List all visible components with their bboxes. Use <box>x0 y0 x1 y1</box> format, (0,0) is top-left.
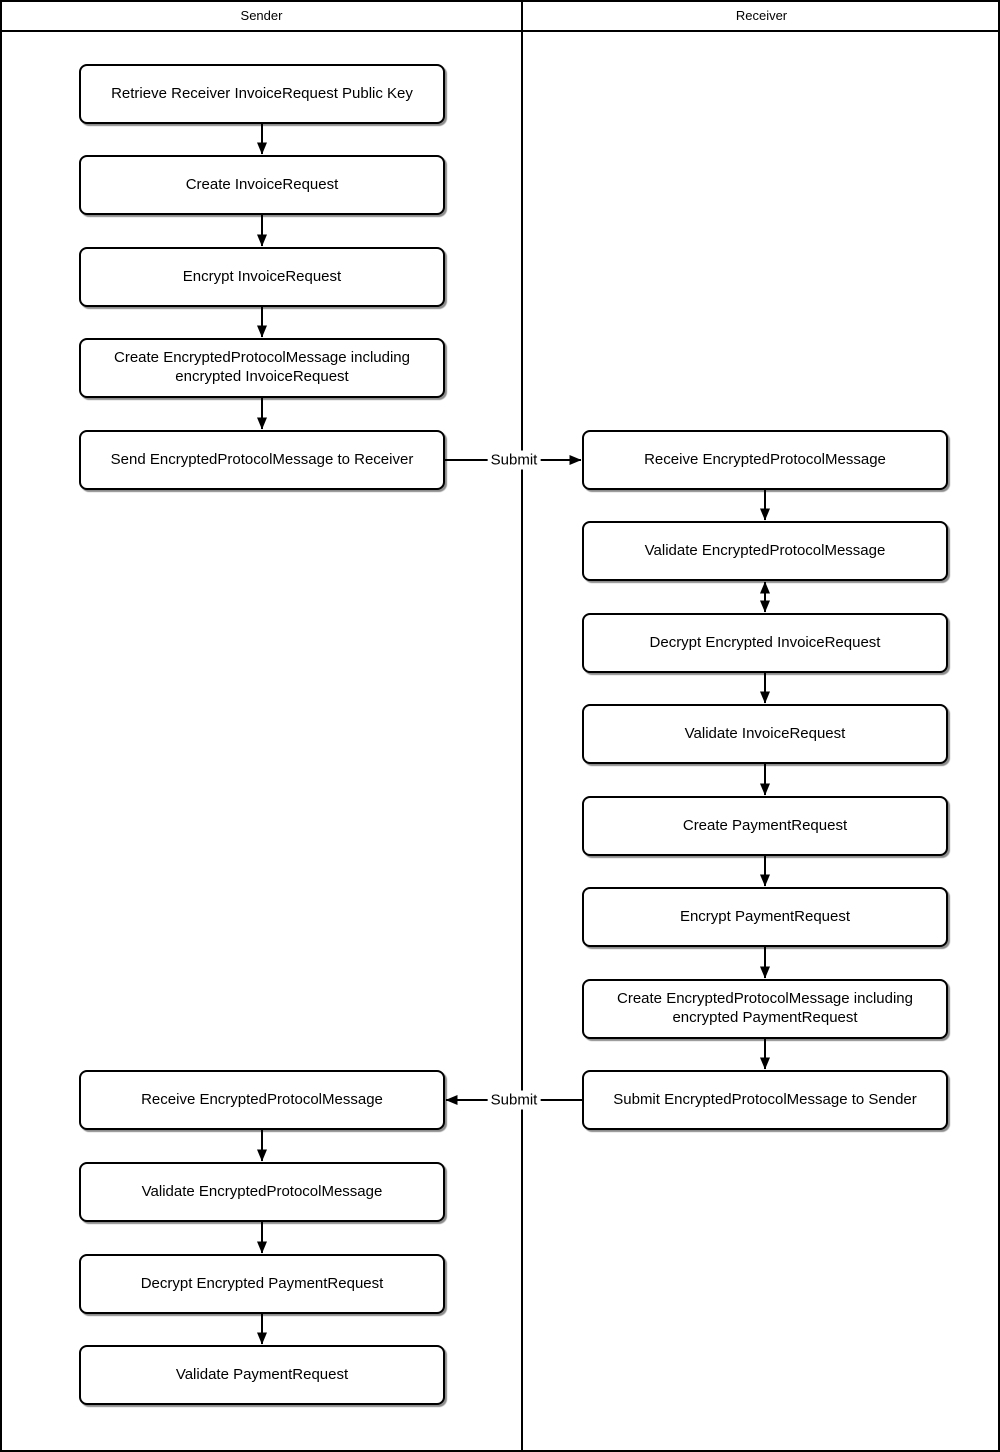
node-create-invoicerequest: Create InvoiceRequest <box>79 155 445 215</box>
lane-header-receiver: Receiver <box>735 8 788 23</box>
edge-label-submit-to-receiver: Submit <box>488 451 541 470</box>
node-send-encryptedprotocolmessage: Send EncryptedProtocolMessage to Receiver <box>79 430 445 490</box>
node-validate-paymentrequest: Validate PaymentRequest <box>79 1345 445 1405</box>
lane-header-sender: Sender <box>240 8 283 23</box>
node-create-encryptedprotocolmessage-paymentrequest: Create EncryptedProtocolMessage including encrypted PaymentRequest <box>582 979 948 1039</box>
node-validate-invoicerequest: Validate InvoiceRequest <box>582 704 948 764</box>
node-retrieve-receiver-public-key: Retrieve Receiver InvoiceRequest Public Key <box>79 64 445 124</box>
node-sender-receive-encryptedprotocolmessage: Receive EncryptedProtocolMessage <box>79 1070 445 1130</box>
edge-label-submit-to-sender: Submit <box>488 1091 541 1110</box>
node-submit-encryptedprotocolmessage-to-sender: Submit EncryptedProtocolMessage to Sender <box>582 1070 948 1130</box>
node-decrypt-encrypted-paymentrequest: Decrypt Encrypted PaymentRequest <box>79 1254 445 1314</box>
node-receiver-validate-encryptedprotocolmessage: Validate EncryptedProtocolMessage <box>582 521 948 581</box>
node-receiver-receive-encryptedprotocolmessage: Receive EncryptedProtocolMessage <box>582 430 948 490</box>
node-decrypt-encrypted-invoicerequest: Decrypt Encrypted InvoiceRequest <box>582 613 948 673</box>
node-encrypt-invoicerequest: Encrypt InvoiceRequest <box>79 247 445 307</box>
node-sender-validate-encryptedprotocolmessage: Validate EncryptedProtocolMessage <box>79 1162 445 1222</box>
node-encrypt-paymentrequest: Encrypt PaymentRequest <box>582 887 948 947</box>
node-create-encryptedprotocolmessage-invoicerequest: Create EncryptedProtocolMessage including encrypted InvoiceRequest <box>79 338 445 398</box>
node-create-paymentrequest: Create PaymentRequest <box>582 796 948 856</box>
